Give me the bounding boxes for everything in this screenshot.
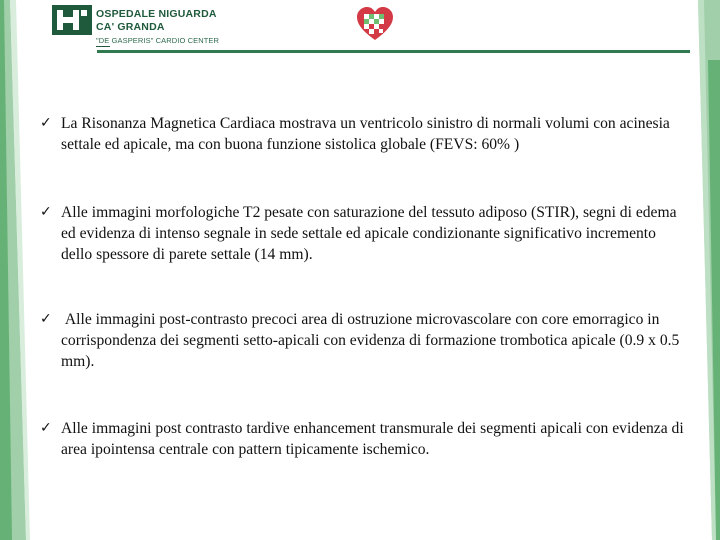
- left-border-decoration: [0, 0, 40, 540]
- logo-hospital-name: OSPEDALE NIGUARDA: [96, 8, 217, 20]
- finding-item: [40, 202, 690, 265]
- logo-hospital-name-2: CA' GRANDA: [96, 21, 165, 33]
- logo-subtitle: "DE GASPERIS" CARDIO CENTER: [96, 36, 220, 45]
- finding-text: Alle immagini morfologiche T2 pesate con saturazione del tessuto adiposo (STIR), segni di edema ed evidenza di intenso segnale in sede settale ed apicale condizionante significativo incremento dello spessore di parete settale (14 mm).: [61, 204, 677, 263]
- checkmark-icon: ✓: [40, 311, 52, 327]
- right-border-decoration: [690, 0, 720, 540]
- hospital-logo: [52, 5, 222, 47]
- header-divider: [97, 50, 690, 53]
- checkmark-icon: ✓: [40, 204, 52, 220]
- finding-text: Alle immagini post contrasto tardive enhancement transmurale dei segmenti apicali con evidenza di area ipointensa centrale con pattern tipicamente ischemico.: [61, 420, 684, 458]
- checkmark-icon: ✓: [40, 115, 52, 131]
- hospital-logo-icon: [52, 5, 92, 35]
- heart-logo-icon: [356, 6, 394, 42]
- finding-text: Alle immagini post-contrasto precoci area di ostruzione microvascolare con core emorragico in corrispondenza dei segmenti setto-apicali con evidenza di formazione trombotica apicale (0.9 x 0.5 mm).: [61, 311, 684, 370]
- finding-item: [40, 309, 690, 372]
- finding-item: [40, 113, 690, 155]
- finding-item: [40, 418, 690, 460]
- checkmark-icon: ✓: [40, 420, 52, 436]
- logo-subtitle-underline: [96, 46, 110, 47]
- finding-text: La Risonanza Magnetica Cardiaca mostrava un ventricolo sinistro di normali volumi con acinesia settale ed apicale, ma con buona funzione sistolica globale (FEVS: 60% ): [61, 115, 670, 153]
